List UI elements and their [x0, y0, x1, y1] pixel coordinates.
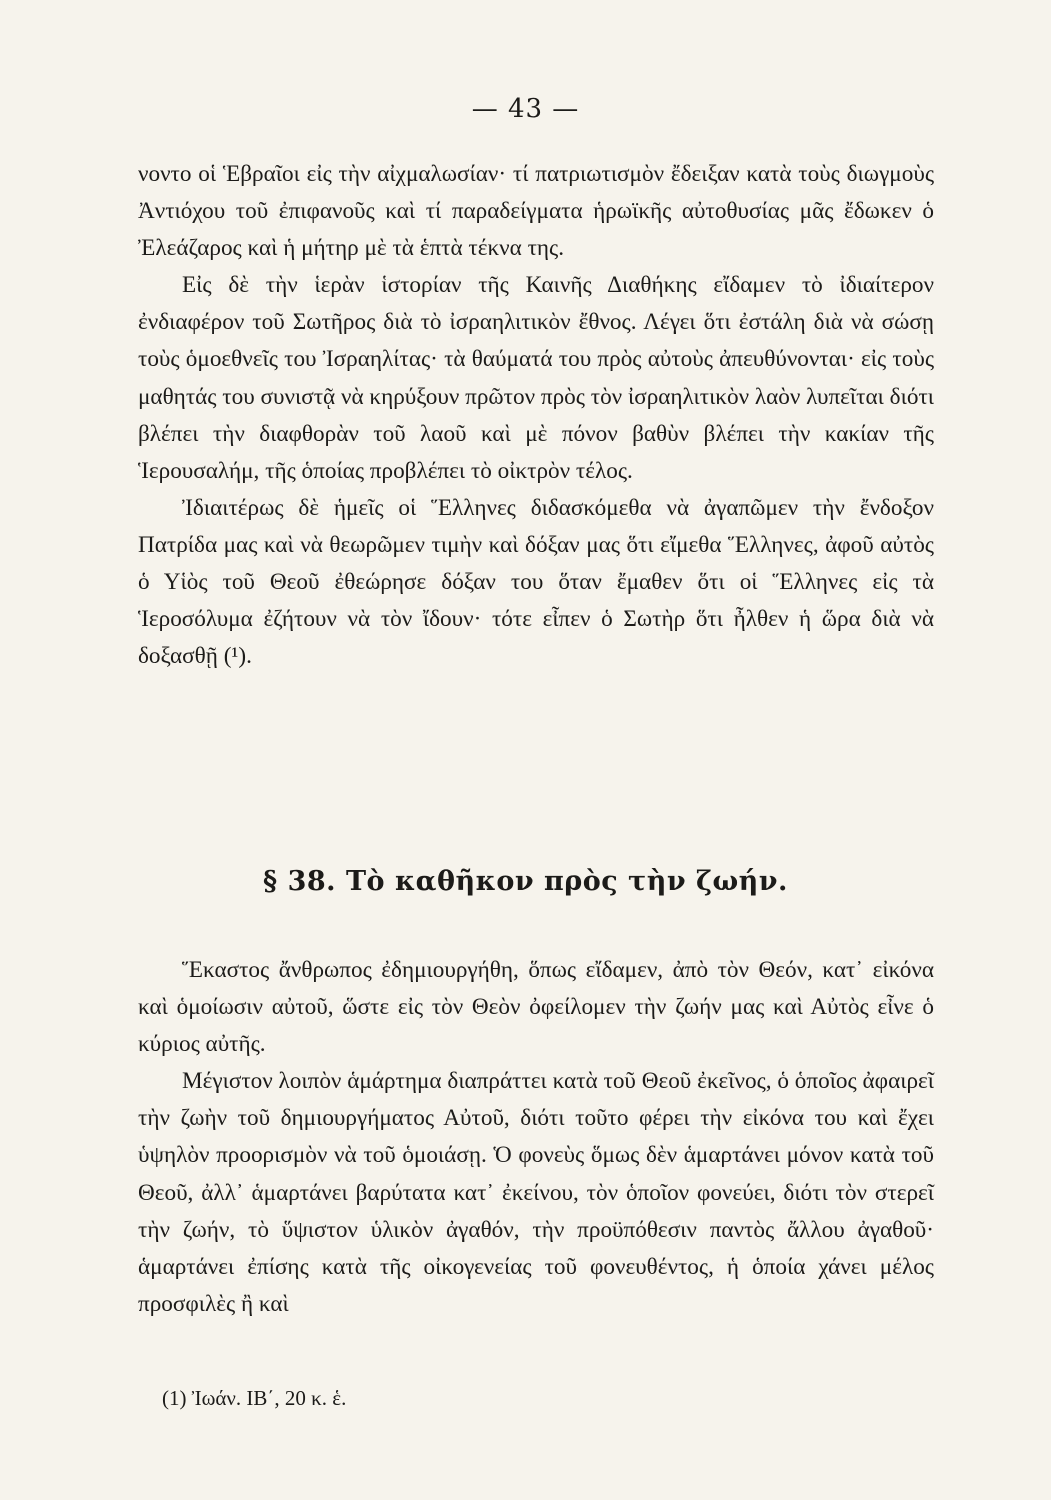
page-number: — 43 — — [471, 94, 580, 124]
footnote: (1) Ἰωάν. ΙΒ΄, 20 κ. ἑ. — [162, 1386, 347, 1410]
paragraph-closing: . — [246, 643, 252, 670]
paragraph: νοντο οἱ Ἑβραῖοι εἰς τὴν αἰχμαλωσίαν· τί πατριωτισμὸν ἔδειξαν κατὰ τοὺς διωγμοὺς Ἀντιόχου τοῦ ἐπιφανοῦς καὶ τί παραδείγματα ἡρωϊκῆς αὐτοθυσίας μᾶς ἔδωκεν ὁ Ἐλεάζαρος καὶ ἡ μήτηρ μὲ τὰ ἑπτὰ τέκνα της. — [138, 161, 934, 262]
text-block-one — [138, 156, 934, 675]
paragraph: Μέγιστον λοιπὸν ἁμάρτημα διαπράττει κατὰ τοῦ Θεοῦ ἐκεῖνος, ὁ ὁποῖος ἀφαιρεῖ τὴν ζωὴν τοῦ δημιουργήματος Αὐτοῦ, διότι τοῦτο φέρει τὴν εἰκόνα του καὶ ἔχει ὑψηλὸν προορισμὸν νὰ τοῦ ὁμοιάσῃ. Ὁ φονεὺς ὅμως δὲν ἁμαρτάνει μόνον κατὰ τοῦ Θεοῦ, ἀλλ᾽ ἁμαρτάνει βαρύτατα κατ᾽ ἐκείνου, τὸν ὁποῖον φονεύει, διότι τὸν στερεῖ τὴν ζωήν, τὸ ὕψιστον ὑλικὸν ἀγαθόν, τὴν προϋπόθεσιν παντὸς ἄλλου ἀγαθοῦ· ἁμαρτάνει ἐπίσης κατὰ τῆς οἰκογενείας τοῦ φονευθέντος, ἡ ὁποία χάνει μέλος προσφιλὲς ἢ καὶ — [138, 1068, 934, 1317]
section-heading: § 38. Τὸ καθῆκον πρὸς τὴν ζωήν. — [263, 866, 788, 897]
paragraph: Ἕκαστος ἄνθρωπος ἐδημιουργήθη, ὅπως εἴδαμεν, ἀπὸ τὸν Θεόν, κατ᾽ εἰκόνα καὶ ὁμοίωσιν αὐτοῦ, ὥστε εἰς τὸν Θεὸν ὀφείλομεν τὴν ζωήν μας καὶ Αὐτὸς εἶνε ὁ κύριος αὐτῆς. — [138, 957, 934, 1058]
footnote-reference: (¹) — [223, 643, 247, 670]
paragraph: Εἰς δὲ τὴν ἱερὰν ἱστορίαν τῆς Καινῆς Διαθήκης εἴδαμεν τὸ ἰδιαίτερον ἐνδιαφέρον τοῦ Σωτῆρος διὰ τὸ ἰσραηλιτικὸν ἔθνος. Λέγει ὅτι ἐστάλη διὰ νὰ σώσῃ τοὺς ὁμοεθνεῖς του Ἰσραηλίτας· τὰ θαύματά του πρὸς αὐτοὺς ἀπευθύνονται· εἰς τοὺς μαθητάς του συνιστᾷ νὰ κηρύξουν πρῶτον πρὸς τὸν ἰσραηλιτικὸν λαὸν λυπεῖται διότι βλέπει τὴν διαφθορὰν τοῦ λαοῦ καὶ μὲ πόνον βαθὺν βλέπει τὴν κακίαν τῆς Ἱερουσαλήμ, τῆς ὁποίας προβλέπει τὸ οἰκτρὸν τέλος. — [138, 272, 934, 484]
paragraph — [138, 490, 934, 675]
text-block-two — [138, 952, 934, 1323]
paragraph-text: Ἰδιαιτέρως δὲ ἡμεῖς οἱ Ἕλληνες διδασκόμεθα νὰ ἀγαπῶμεν τὴν ἔνδοξον Πατρίδα μας καὶ νὰ θεωρῶμεν τιμὴν καὶ δόξαν μας ὅτι εἴμεθα Ἕλληνες, ἀφοῦ αὐτὸς ὁ Υἱὸς τοῦ Θεοῦ ἐθεώρησε δόξαν του ὅταν ἔμαθεν ὅτι οἱ Ἕλληνες εἰς τὰ Ἱεροσόλυμα ἐζήτουν νὰ τὸν ἴδουν· τότε εἶπεν ὁ Σωτὴρ ὅτι ἦλθεν ἡ ὥρα διὰ νὰ δοξασθῇ — [138, 494, 934, 670]
